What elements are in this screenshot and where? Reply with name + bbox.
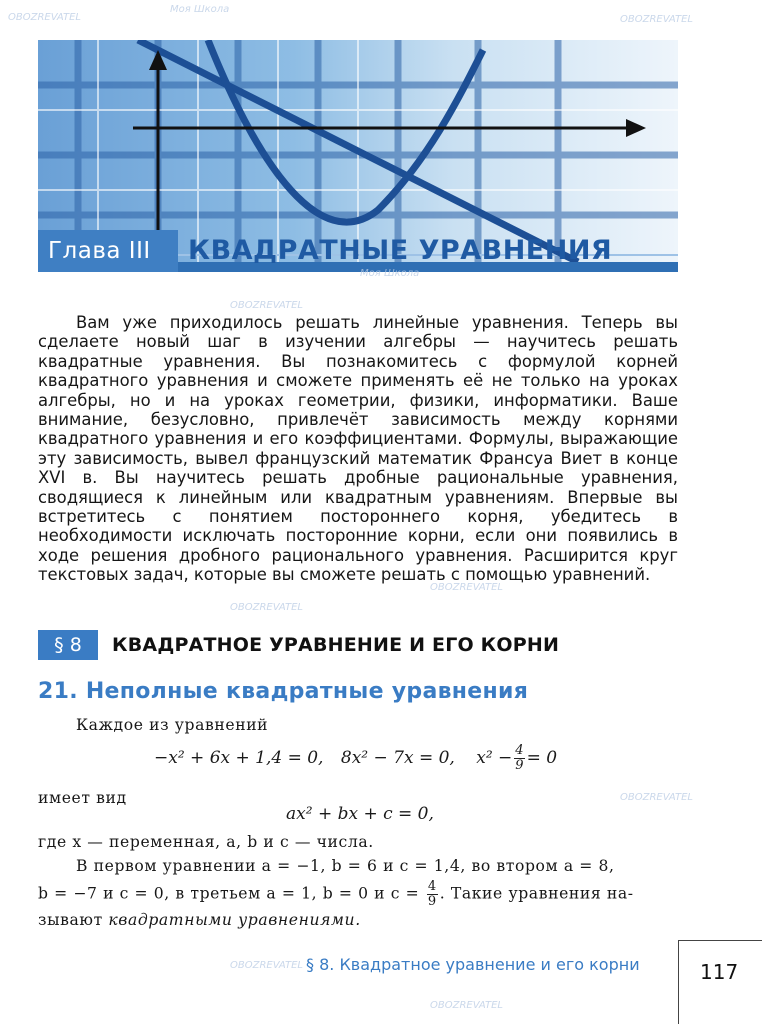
watermark: OBOZREVATEL [230,300,303,311]
inline-fraction [427,880,438,909]
section-number: § 8 [38,630,98,660]
running-head: § 8. Квадратное уравнение и его корни [306,955,640,974]
body-line-3: где x — переменная, a, b и c — числа. [38,833,374,851]
footer-divider-vertical [678,940,679,1024]
watermark: OBOZREVATEL [620,792,693,803]
watermark: OBOZREVATEL [620,14,693,25]
fraction-numerator: 4 [515,743,524,758]
fraction-denominator: 9 [427,894,437,909]
watermark: OBOZREVATEL [430,1000,503,1011]
equation-3-fraction [514,744,524,773]
watermark: OBOZREVATEL [430,582,503,593]
body-line-6-start: зывают [38,911,103,929]
body-line-4: В первом уравнении a = −1, b = 6 и c = 1,4, во втором a = 8, [76,857,615,875]
item-title: 21. Неполные квадратные уравнения [38,679,529,704]
body-line-2: имеет вид [38,789,127,807]
equation-1: −x² + 6x + 1,4 = 0, [154,748,324,768]
fraction-denominator: 9 [515,758,524,773]
section-title: КВАДРАТНОЕ УРАВНЕНИЕ И ЕГО КОРНИ [112,634,560,656]
page-number: 117 [700,960,739,984]
watermark: Моя Школа [360,268,420,279]
watermark: OBOZREVATEL [230,960,303,971]
body-line-6 [38,910,361,930]
watermark: OBOZREVATEL [8,12,81,23]
equation-3-left: x² − [476,748,513,768]
equation-2: 8x² − 7x = 0, [340,748,455,768]
body-line-5-start: b = −7 и c = 0, в третьем a = 1, b = 0 и c = [38,884,420,903]
chapter-title: КВАДРАТНЫЕ УРАВНЕНИЯ [188,235,613,266]
general-equation: ax² + bx + c = 0, [286,804,434,824]
equation-3-right: = 0 [526,748,558,768]
watermark: Моя Школа [170,4,230,15]
equation-list [154,744,557,773]
chapter-label: Глава III [38,230,178,272]
watermark: OBOZREVATEL [230,602,303,613]
intro-paragraph: Вам уже приходилось решать линейные уравнения. Теперь вы сделаете новый шаг в изучении алгебры — научитесь решать квадратные уравнения. Вы познакомитесь с формулой корней квадратного уравнения и сможете применять её не только на уроках алгебры, но и на уроках геометрии, физики, информатики. Ваше внимание, безусловно, привлечёт зависимость между корнями квадратного уравнения и его коэффициентами. Формулы, выражающие эту зависимость, вывел французский математик Франсуа Виет в конце XVI в. Вы научитесь решать дробные рациональные уравнения, сводящиеся к линейным или квадратным уравнениям. Впервые вы встретитесь с понятием постороннего корня, убедитесь в необходимости исключать посторонние корни, если они появились в ходе решения дробного рационального уравнения. Расширится круг текстовых задач, которые вы сможете решать с помощью уравнений. [38,313,678,585]
body-line-5 [38,880,634,909]
body-line-5-end: . Такие уравнения на- [439,884,634,903]
body-line-1: Каждое из уравнений [76,716,269,734]
footer-divider-horizontal [678,940,762,941]
term-emphasis: квадратными уравнениями. [108,911,361,929]
fraction-numerator: 4 [427,879,437,894]
